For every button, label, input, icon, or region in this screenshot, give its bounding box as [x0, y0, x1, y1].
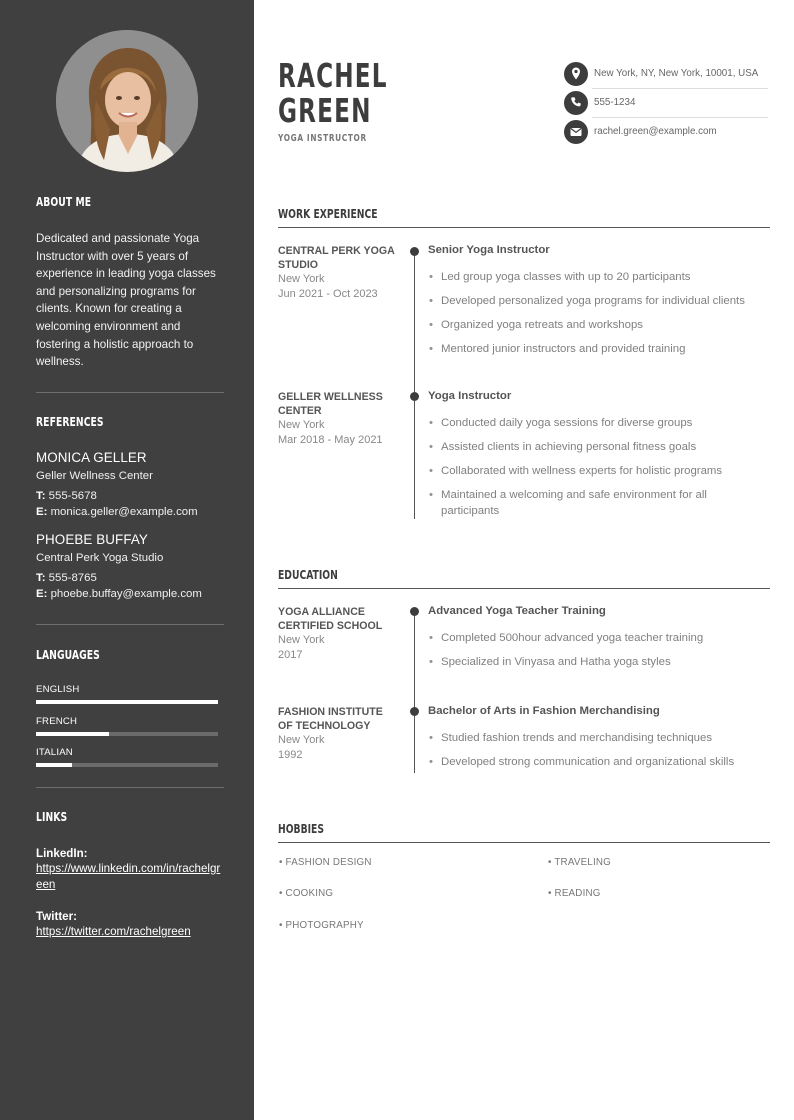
- contact-email: [564, 118, 768, 147]
- reference-company: Central Perk Yoga Studio: [36, 552, 164, 564]
- entry-location: New York: [278, 734, 325, 746]
- education-entry-meta: [278, 605, 400, 663]
- education-entry-meta: [278, 705, 400, 763]
- education-details-list: [428, 630, 768, 678]
- language-level-fill: [36, 763, 72, 767]
- reference-email-value: phoebe.buffay@example.com: [50, 588, 202, 600]
- organization-name: GELLER WELLNESS CENTER: [278, 391, 383, 417]
- list-item: • Developed strong communication and organizational skills: [428, 754, 768, 770]
- list-item: • Maintained a welcoming and safe environment for all participants: [428, 487, 740, 519]
- experience-entry-meta: [278, 244, 400, 302]
- language-item: [36, 684, 224, 704]
- email-label: E:: [36, 506, 48, 518]
- experience-title: WORK EXPERIENCE: [278, 206, 378, 221]
- avatar: [56, 30, 198, 172]
- list-item: • Completed 500hour advanced yoga teacher training: [428, 630, 768, 646]
- experience-timeline: [414, 251, 415, 519]
- organization-name: YOGA ALLIANCE CERTIFIED SCHOOL: [278, 606, 383, 632]
- entry-location: New York: [278, 634, 325, 646]
- links-title: LINKS: [36, 809, 68, 824]
- reference-name: MONICA GELLER: [36, 450, 147, 465]
- links-section: [36, 809, 224, 824]
- references-title: REFERENCES: [36, 414, 104, 429]
- language-name: FRENCH: [36, 716, 78, 727]
- list-item: • Developed personalized yoga programs for individual clients: [428, 293, 768, 309]
- experience-entry-meta: [278, 390, 400, 448]
- about-body: [36, 230, 224, 371]
- sidebar-divider: [36, 787, 224, 788]
- link-label: LinkedIn:: [36, 847, 88, 860]
- sidebar-divider: [36, 392, 224, 393]
- education-title: EDUCATION: [278, 567, 338, 582]
- timeline-dot: [410, 247, 419, 256]
- language-item: [36, 716, 224, 736]
- list-item: • Organized yoga retreats and workshops: [428, 317, 768, 333]
- list-item: • Led group yoga classes with up to 20 participants: [428, 269, 768, 285]
- language-level-bar: [36, 763, 218, 767]
- link-label: Twitter:: [36, 910, 78, 923]
- language-level-fill: [36, 700, 218, 704]
- responsibility-list: [428, 415, 740, 527]
- entry-dates: 1992: [278, 749, 303, 761]
- address-text: New York, NY, New York, 10001, USA: [594, 68, 759, 79]
- references-section: [36, 414, 224, 429]
- contact-phone: [564, 89, 768, 118]
- linkedin-link[interactable]: https://www.linkedin.com/in/rachelgreen: [36, 862, 221, 891]
- education-section-header: [278, 567, 770, 589]
- language-level-bar: [36, 700, 218, 704]
- sidebar-divider: [36, 624, 224, 625]
- timeline-dot: [410, 707, 419, 716]
- last-name: GREEN: [278, 91, 372, 130]
- twitter-link[interactable]: https://twitter.com/rachelgreen: [36, 925, 191, 938]
- entry-location: New York: [278, 273, 325, 285]
- role-title: Yoga Instructor: [428, 390, 512, 402]
- phone-icon: [564, 91, 588, 115]
- responsibility-list: [428, 269, 768, 365]
- reference-item: [36, 450, 224, 520]
- phone-text: 555-1234: [594, 97, 636, 108]
- sidebar: [0, 0, 254, 1120]
- hobby-item: • COOKING: [279, 888, 334, 899]
- reference-email-value: monica.geller@example.com: [50, 506, 198, 518]
- experience-section-header: [278, 206, 770, 228]
- education-details-list: [428, 730, 768, 778]
- language-item: [36, 747, 224, 767]
- link-item: [36, 910, 224, 940]
- organization-name: CENTRAL PERK YOGA STUDIO: [278, 245, 395, 271]
- language-name: ENGLISH: [36, 684, 80, 695]
- section-rule: [278, 842, 770, 843]
- envelope-icon: [564, 120, 588, 144]
- hobbies-title: HOBBIES: [278, 821, 324, 836]
- list-item: • Mentored junior instructors and provided training: [428, 341, 768, 357]
- phone-label: T:: [36, 572, 46, 584]
- reference-phone: [36, 570, 224, 586]
- job-title: YOGA INSTRUCTOR: [278, 133, 367, 144]
- section-rule: [278, 227, 770, 228]
- list-item: • Specialized in Vinyasa and Hatha yoga styles: [428, 654, 768, 670]
- link-item: [36, 847, 224, 893]
- degree-title: Advanced Yoga Teacher Training: [428, 605, 606, 617]
- reference-email: [36, 586, 224, 602]
- entry-location: New York: [278, 419, 325, 431]
- language-level-bar: [36, 732, 218, 736]
- section-rule: [278, 588, 770, 589]
- timeline-dot: [410, 607, 419, 616]
- list-item: • Assisted clients in achieving personal fitness goals: [428, 439, 740, 455]
- organization-name: FASHION INSTITUTE OF TECHNOLOGY: [278, 706, 383, 732]
- languages-title: LANGUAGES: [36, 647, 100, 662]
- entry-dates: Jun 2021 - Oct 2023: [278, 288, 378, 300]
- hobby-item: • TRAVELING: [548, 857, 611, 868]
- list-item: • Collaborated with wellness experts for holistic programs: [428, 463, 740, 479]
- hobby-item: • PHOTOGRAPHY: [279, 920, 364, 931]
- language-name: ITALIAN: [36, 747, 73, 758]
- reference-item: [36, 532, 224, 602]
- hobbies-section-header: [278, 821, 770, 843]
- hobby-item: • READING: [548, 888, 601, 899]
- email-text: rachel.green@example.com: [594, 126, 717, 137]
- reference-phone-value: 555-5678: [48, 490, 97, 502]
- email-label: E:: [36, 588, 48, 600]
- candidate-name: [278, 58, 388, 128]
- timeline-dot: [410, 392, 419, 401]
- languages-section: [36, 647, 224, 662]
- reference-phone-value: 555-8765: [48, 572, 97, 584]
- contact-address: [564, 60, 768, 89]
- list-item: • Conducted daily yoga sessions for diverse groups: [428, 415, 740, 431]
- reference-name: PHOEBE BUFFAY: [36, 532, 148, 547]
- reference-email: [36, 504, 224, 520]
- role-title: Senior Yoga Instructor: [428, 244, 550, 256]
- entry-dates: 2017: [278, 649, 303, 661]
- education-timeline: [414, 612, 415, 773]
- phone-label: T:: [36, 490, 46, 502]
- reference-company: Geller Wellness Center: [36, 470, 153, 482]
- degree-title: Bachelor of Arts in Fashion Merchandising: [428, 705, 660, 717]
- about-section: [36, 194, 224, 209]
- list-item: • Studied fashion trends and merchandising techniques: [428, 730, 768, 746]
- about-title: ABOUT ME: [36, 194, 92, 209]
- hobby-item: • FASHION DESIGN: [279, 857, 372, 868]
- language-level-fill: [36, 732, 109, 736]
- reference-phone: [36, 488, 224, 504]
- profile-photo: [56, 30, 198, 172]
- location-pin-icon: [564, 62, 588, 86]
- about-text: Dedicated and passionate Yoga Instructor with over 5 years of experience in leading yoga classes and personalizing programs for clients. Known for creating a welcoming environment and fostering a holistic approach to wellness.: [36, 232, 216, 369]
- first-name: RACHEL: [278, 56, 388, 95]
- entry-dates: Mar 2018 - May 2021: [278, 434, 383, 446]
